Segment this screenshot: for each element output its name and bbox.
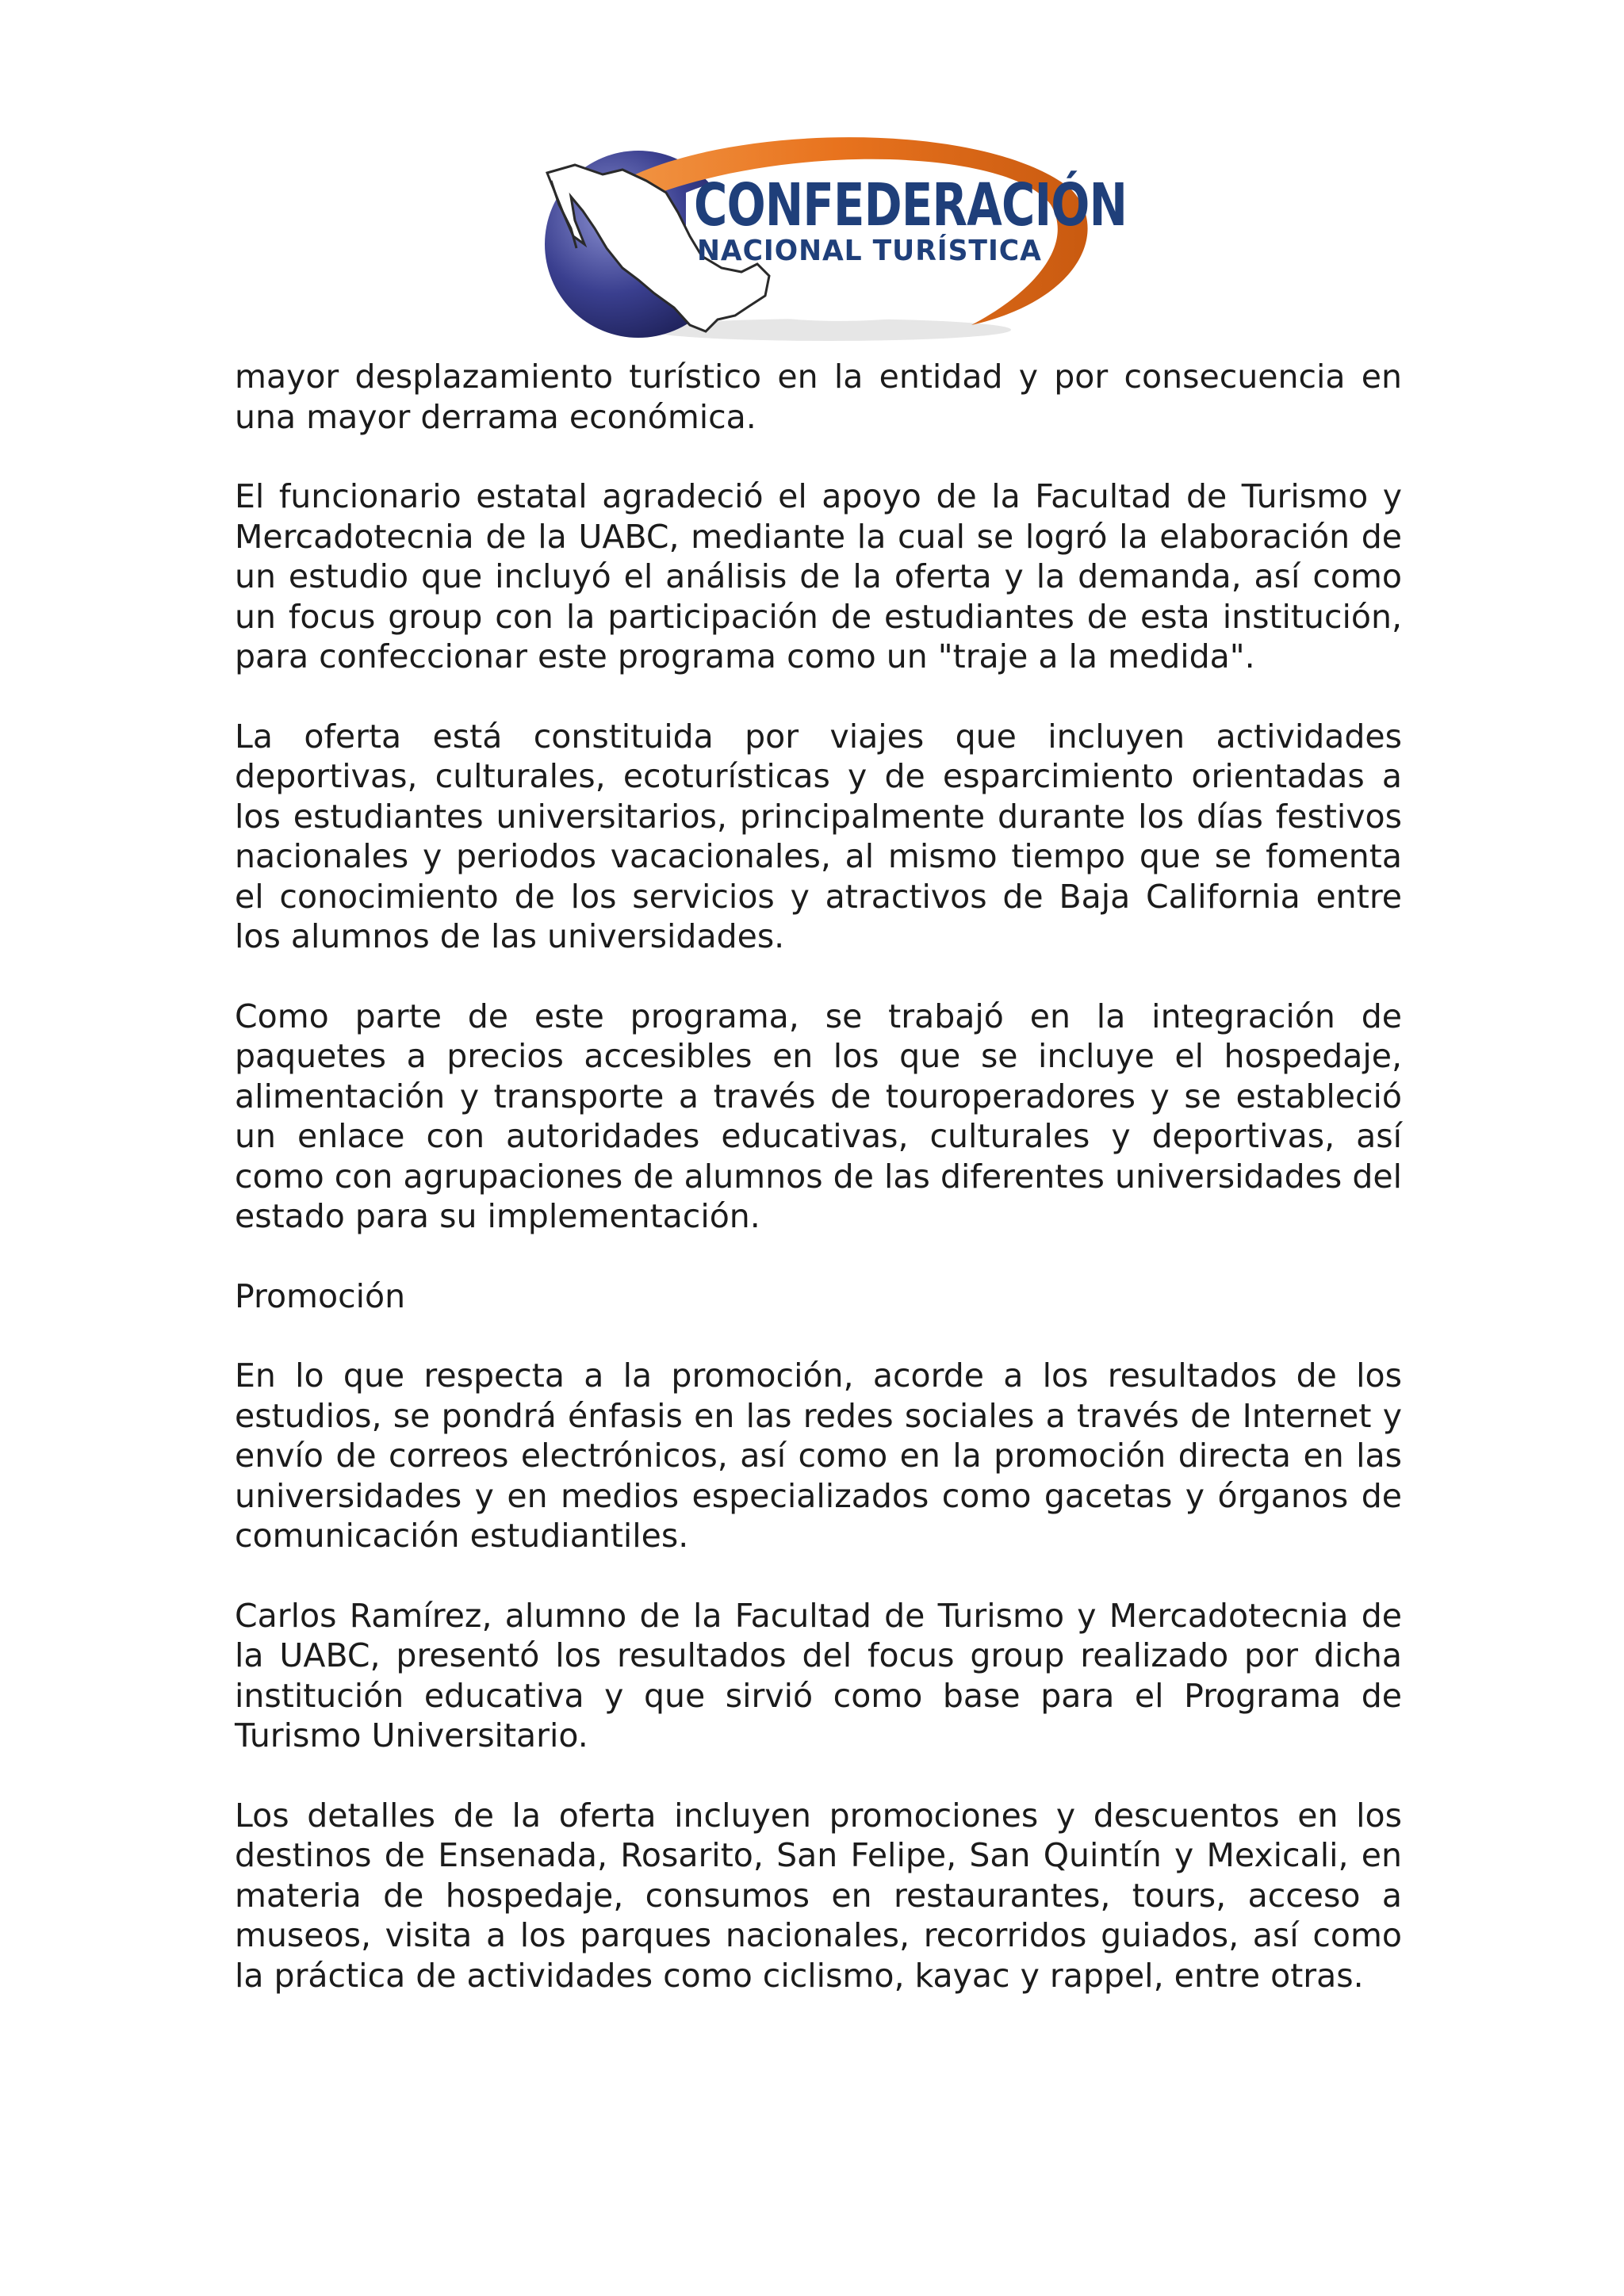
paragraph-3: La oferta está constituida por viajes que incluyen actividades deportivas, culturales, ecoturísticas y de esparcimiento orientadas a los estudiantes universitarios, principalmente durante los días festivos nacionales y periodos vacacionales, al mismo tiempo que se fomenta el conocimiento de los servicios y atractivos de Baja California entre los alumnos de las universidades. [235,717,1402,955]
paragraph-5: En lo que respecta a la promoción, acorde a los resultados de los estudios, se pondrá énfasis en las redes sociales a través de Internet y envío de correos electrónicos, así como en la promoción directa en las universidades y en medios especializados como gacetas y órganos de comunicación estudiantiles. [235,1357,1402,1555]
section-heading-promocion: Promoción [235,1276,406,1315]
logo-text-confederacion: CONFEDERACIÓN [694,171,1128,239]
paragraph-1: mayor desplazamiento turístico en la entidad y por consecuencia en una mayor derrama económica. [235,358,1402,436]
paragraph-7: Los detalles de la oferta incluyen promociones y descuentos en los destinos de Ensenada, Rosarito, San Felipe, San Quintín y Mexicali, en materia de hospedaje, consumos en restaurantes, tours, acceso a museos, visita a los parques nacionales, recorridos guiados, así como la práctica de actividades como ciclismo, kayac y rappel, entre otras. [235,1796,1402,1995]
logo-text-nacional-turistica: NACIONAL TURÍSTICA [697,235,1042,267]
confederacion-logo [527,117,1128,355]
paragraph-2: El funcionario estatal agradeció el apoyo de la Facultad de Turismo y Mercadotecnia de la UABC, mediante la cual se logró la elaboración de un estudio que incluyó el análisis de la oferta y la demanda, así como un focus group con la participación de estudiantes de esta institución, para confeccionar este programa como un "traje a la medida". [235,477,1402,675]
paragraph-6: Carlos Ramírez, alumno de la Facultad de Turismo y Mercadotecnia de la UABC, presentó los resultados del focus group realizado por dicha institución educativa y que sirvió como base para el Programa de Turismo Universitario. [235,1596,1402,1755]
paragraph-4: Como parte de este programa, se trabajó en la integración de paquetes a precios accesibles en los que se incluye el hospedaje, alimentación y transporte a través de touroperadores y se estableció un enlace con autoridades educativas, culturales y deportivas, así como con agrupaciones de alumnos de las diferentes universidades del estado para su implementación. [235,997,1402,1235]
article-body [235,357,1402,2035]
